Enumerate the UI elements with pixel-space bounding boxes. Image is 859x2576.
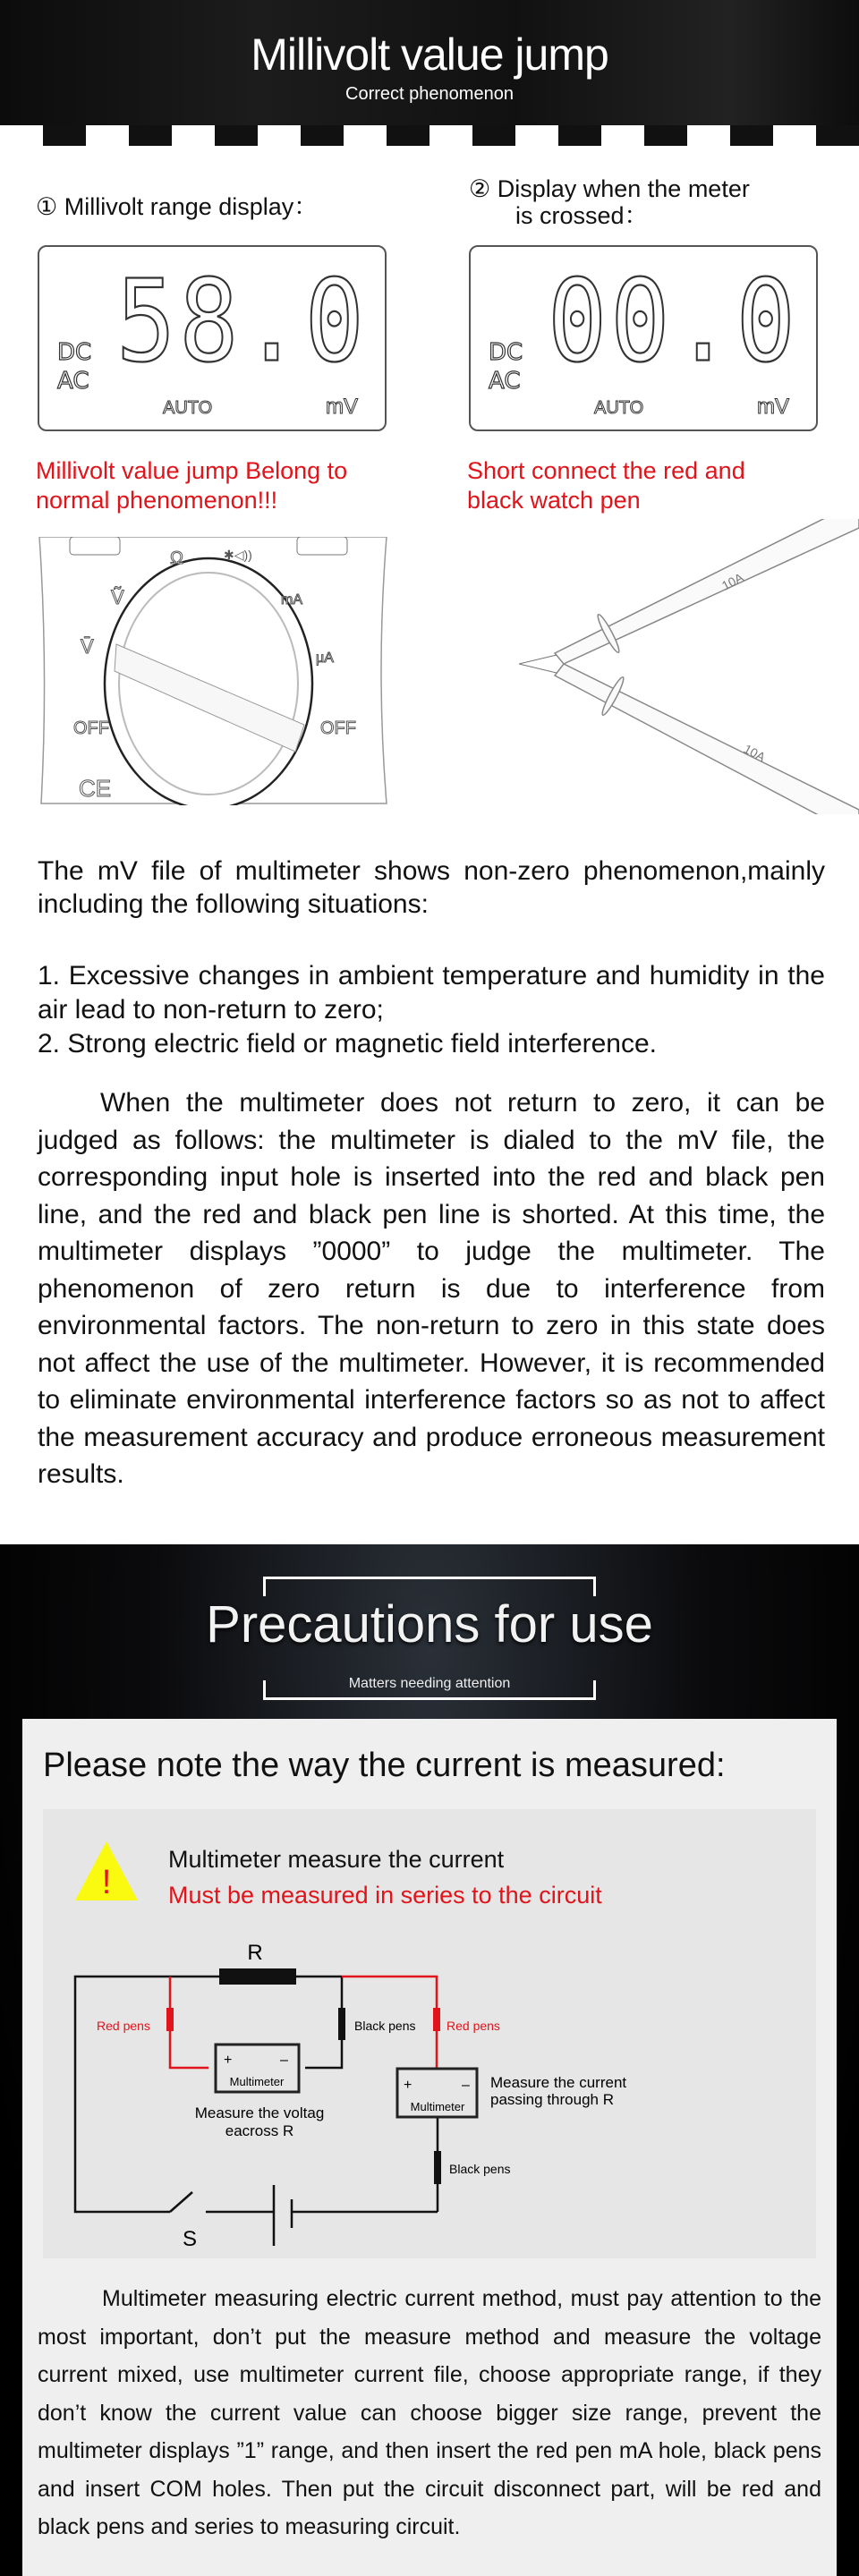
black-pens-top-label: Black pens (354, 2019, 416, 2033)
red-pens-left-label: Red pens (97, 2019, 150, 2033)
resistor-label: R (247, 1941, 263, 1965)
minus-terminal: – (462, 2078, 470, 2093)
warning-line2: Must be measured in series to the circuit (168, 1882, 602, 1909)
warning-line1: Multimeter measure the current (168, 1846, 505, 1873)
auto-indicator: AUTO (163, 398, 213, 418)
unit-indicator: mV (326, 395, 358, 419)
v-ac-label: Ṽ (111, 586, 124, 608)
black-pen-top (338, 2008, 345, 2040)
red-pens-right-label: Red pens (447, 2019, 500, 2033)
voltage-multimeter (216, 2045, 299, 2092)
red-pen-right (433, 2008, 440, 2031)
switch-label: S (182, 2227, 198, 2251)
display2-note: Short connect the red and black watch pen (467, 457, 745, 514)
dc-ac-indicator: DC AC (489, 339, 523, 395)
lcd-digits: 58.0 (116, 255, 368, 387)
precautions-subtitle: Matters needing attention (348, 1676, 511, 1691)
black-pen-bottom (434, 2151, 441, 2184)
current-multimeter (397, 2069, 477, 2117)
voltage-label-2: eacross R (225, 2122, 294, 2139)
upper-pen-rating: 10A (719, 569, 746, 593)
current-heading: Please note the way the current is measured: (43, 1747, 726, 1784)
multimeter-label: Multimeter (229, 2075, 285, 2088)
current-label-1: Measure the current (490, 2074, 627, 2091)
ua-label: μA (316, 650, 334, 666)
current-method-paragraph: Multimeter measuring electric current method, must pay attention to the most important, don’t put the measure method and measure the voltage current mixed, use multimeter current file, choose appropriate range, if they don’t know the current value can choose bigger size range, prevent the multimeter displays ”1” range, and then insert the red pen mA hole, black pens and insert COM holes. Then put the circuit disconnect part, will be red and black pens and series to measuring circuit. (38, 2286, 821, 2539)
minus-terminal: – (280, 2053, 288, 2068)
zero-return-paragraph: When the multimeter does not return to zero, it can be judged as follows: the multimeter is dialed to the mV file, the corresponding input hole is inserted into the red and black pen line, and the red and black pen line is shorted. At this time, the multimeter displays ”0000” to judge the multimeter. The phenomenon of zero return is due to interference from environmental factors. The non-return to zero in this state does not affect the use of the multimeter. However, it is recommended to eliminate environmental interference factors so as not to affect the measurement accuracy and produce erroneous measurement results. (38, 1088, 825, 1489)
continuity-icon: ✱◁)) (224, 548, 252, 562)
ohm-label: Ω (170, 548, 183, 568)
dc-ac-indicator: DC AC (57, 339, 92, 395)
display2-heading-line1: ② Display when the meter (469, 175, 750, 202)
page-subtitle: Correct phenomenon (345, 84, 514, 104)
situation-item: 2. Strong electric field or magnetic field interference. (38, 1029, 658, 1058)
ma-label: mA (281, 592, 302, 608)
display1-note: Millivolt value jump Belong to normal phenomenon!!! (36, 457, 348, 514)
svg-text:!: ! (101, 1864, 112, 1900)
intro-text: The mV file of multimeter shows non-zero phenomenon,mainly including the following situations: (38, 856, 825, 919)
black-pens-bottom-label: Black pens (449, 2162, 511, 2176)
page-title: Millivolt value jump (251, 30, 608, 80)
voltage-label-1: Measure the voltag (194, 2104, 325, 2121)
red-pen-left (166, 2008, 174, 2031)
ce-mark: CE (79, 775, 112, 802)
off-right-label: OFF (320, 718, 356, 738)
lower-pen-rating: 10A (741, 741, 769, 765)
off-left-label: OFF (73, 718, 109, 738)
precautions-title: Precautions for use (206, 1595, 653, 1654)
unit-indicator: mV (757, 395, 789, 419)
resistor (219, 1968, 296, 1985)
auto-indicator: AUTO (594, 398, 644, 418)
multimeter-label: Multimeter (410, 2100, 465, 2113)
v-dc-label: V̄ (81, 635, 94, 658)
display1-heading: ① Millivolt range display： (36, 193, 319, 220)
display2-heading-line2: is crossed： (515, 202, 649, 229)
current-label-2: passing through R (490, 2091, 614, 2108)
plus-terminal: + (224, 2053, 233, 2068)
lcd-digits: 00.0 (548, 255, 799, 387)
situation-item: 1. Excessive changes in ambient temperature and humidity in the air lead to non-return to zero; (38, 961, 825, 1024)
plus-terminal: + (404, 2078, 412, 2093)
